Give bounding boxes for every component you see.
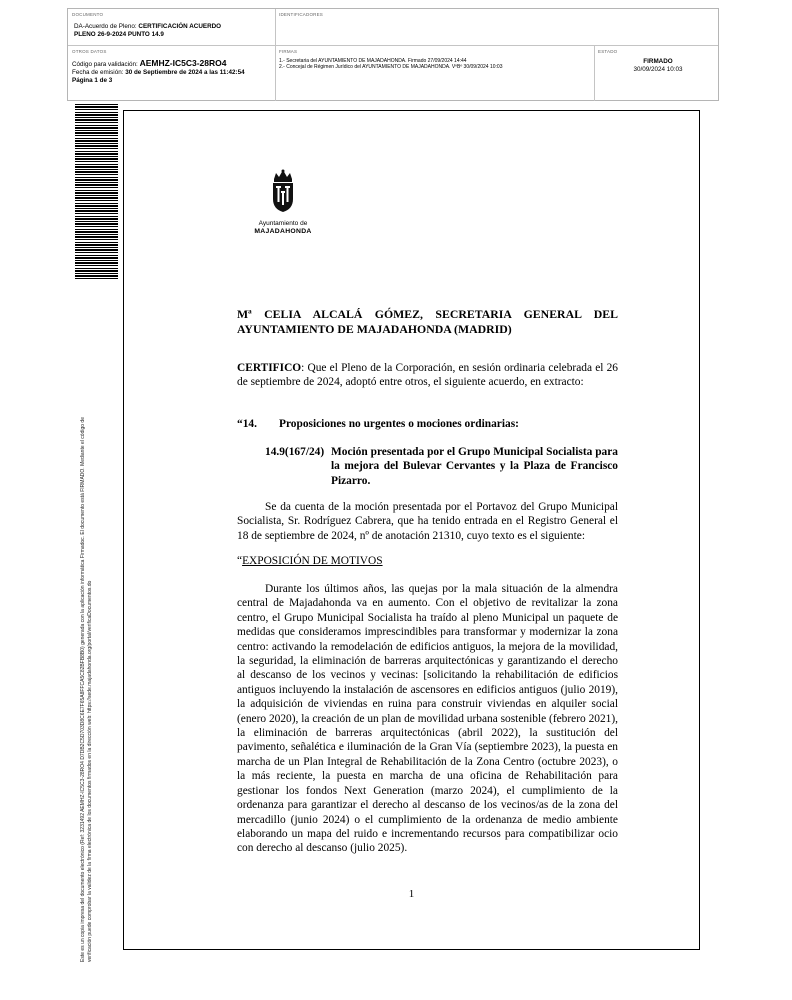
estado-label: ESTADO (598, 49, 618, 54)
sub-number: 14.9(167/24) (265, 446, 325, 458)
codigo-validacion: Código para validación: AEMHZ-IC5C3-28RO4 (72, 58, 227, 68)
document-page (123, 110, 700, 950)
page-number: 1 (408, 888, 415, 900)
logo-line-majadahonda: MAJADAHONDA (254, 228, 312, 235)
otros-datos-label: OTROS DATOS (72, 49, 107, 54)
certifico-label: CERTIFICO (237, 362, 302, 374)
item-number: “14. (237, 418, 257, 430)
estado-value (598, 58, 718, 74)
estado-status: FIRMADO (643, 58, 673, 65)
otros-datos-value (72, 59, 272, 85)
logo-line-ayuntamiento: Ayuntamiento de (258, 220, 308, 227)
document-header-table (67, 8, 719, 101)
estado-date: 30/09/2024 10:03 (633, 66, 683, 73)
firma-item: 1.- Secretaria del AYUNTAMIENTO DE MAJADAHONDA. Firmado 27/09/2024 14:44 (279, 58, 467, 64)
documento-value: DA-Acuerdo de Pleno: CERTIFICACIÓN ACUERDO PLENO 26-9-2024 PUNTO 14.9 (74, 23, 222, 38)
item-title: Proposiciones no urgentes o mociones ordinarias: (279, 418, 519, 430)
sub-title: Moción presentada por el Grupo Municipal Socialista para la mejora del Bulevar Cervantes y la Plaza de Francisco Pizarro. (331, 446, 618, 487)
firmas-list (279, 58, 589, 70)
exposicion-heading: “EXPOSICIÓN DE MOTIVOS (237, 555, 383, 567)
firma-item: 2.- Concejal de Régimen Jurídico del AYUNTAMIENTO DE MAJADAHONDA. VºBº 30/09/2024 10:03 (279, 64, 503, 71)
identificadores-label: IDENTIFICADORES (279, 12, 324, 17)
exposicion-paragraph: Durante los últimos años, las quejas por la mala situación de la almendra central de Majadahonda va en aumento. Con el objetivo de revitalizar la zona centro, el Grupo Municipal Socialista ha traído al pleno Municipal un paquete de medidas que consideramos imprescindibles para transformar y modernizar la zona centro: activando la remodelación de edificios antiguos, la mejora de la movilidad, la seguridad, la eliminación de barreras arquitectónicas y garantizando el derecho al descanso de los vecinos y vecinas: [solicitando la rehabilitación de edificios antiguos incluyendo la instalación de ascensores en edificios antiguos (julio 2019), la adquisición de viviendas en ruina para construir viviendas en alquiler social (enero 2020), la creación de un plan de movilidad urbana sostenible (febrero 2021), la eliminación de barreras arquitectónicas (abril 2022), la sustitución del pavimento, señalética e iluminación de la Gran Vía (septiembre 2023), la puesta en marcha de un Plan Integral de Rehabilitación de la Zona Centro (octubre 2023), o la más reciente, la puesta en marcha de una oficina de Rehabilitación para gestionar los fondos Next Generation (marzo 2024), el cumplimiento de la ordenanza para garantizar el derecho al descanso de los vecinos/as de la zona del mercadillo (junio 2024) o el cumplimiento de la ordenanza de medio ambiente elaborando un mapa del ruido e incrementando recursos para compatibilizar ocio con derecho al descanso (julio 2025). (237, 583, 618, 855)
verification-side-text: Este es un copia impresa del documento electrónico (Ref: 3231492 AEMHZ-IC5C3-28RO4 D7DB2C5D703D8C6E7F65A8FFCA5C82BFB8B0) generada con la aplicación informática Firmadoc. El documento está FIRMADO. Mediante el código de verificación puede comprobar la validez de la firma electrónica de los documentos firmados en la dirección web: https://sede.majadahonda.org/portal/verificaDocumentos.do (80, 417, 93, 962)
pagina-count: Página 1 de 3 (72, 77, 113, 84)
fecha-emision: Fecha de emisión: 30 de Septiembre de 2024 a las 11:42:54 (72, 69, 245, 76)
firmas-label: FIRMAS (279, 49, 298, 54)
documento-label: DOCUMENTO (72, 12, 104, 17)
certifico-paragraph: CERTIFICO: Que el Pleno de la Corporación, en sesión ordinaria celebrada el 26 de septiembre de 2024, adoptó entre otros, el siguiente acuerdo, en extracto: (237, 362, 618, 389)
ayuntamiento-logo (243, 169, 323, 236)
document-heading: Mª CELIA ALCALÁ GÓMEZ, SECRETARIA GENERAL DEL AYUNTAMIENTO DE MAJADAHONDA (MADRID) (237, 307, 618, 336)
intro-paragraph: Se da cuenta de la moción presentada por el Portavoz del Grupo Municipal Socialista, Sr. Rodríguez Cabrera, que ha tenido entrada en el Registro General el 18 de septiembre de 2024, nº de anotación 21310, cuyo texto es el siguiente: (237, 501, 618, 542)
barcode (75, 104, 118, 279)
coat-of-arms-icon (268, 169, 298, 213)
item-14-heading (237, 417, 618, 431)
exposicion-title: EXPOSICIÓN DE MOTIVOS (242, 555, 383, 567)
